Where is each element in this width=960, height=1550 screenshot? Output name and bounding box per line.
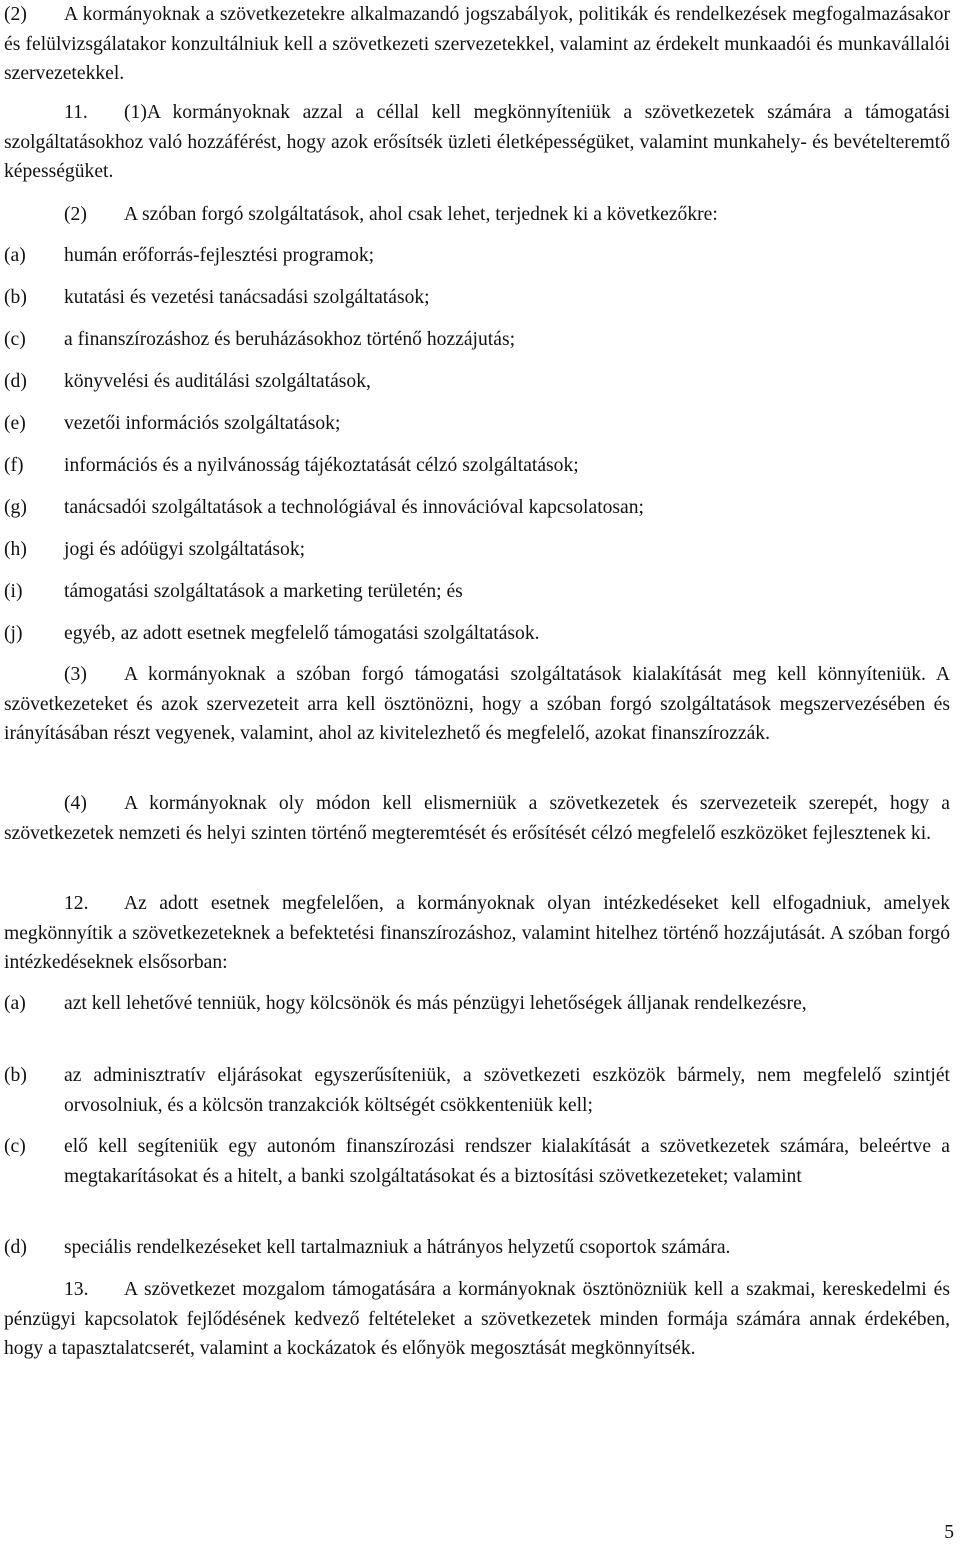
- section-11-paragraph-1: [4, 98, 950, 187]
- list-item: [4, 535, 950, 565]
- paragraph-text: A kormányoknak a szóban forgó támogatási szolgáltatások kialakítását meg kell könnyíteniük. A szövetkezeteket és azok szervezeteit arra kell ösztönözni, hogy a szóban forgó szolgáltatások megszervezésében és irányításában részt vegyenek, valamint, ahol az kivitelezhető és megfelelő, azokat finanszírozzák.: [4, 664, 950, 744]
- paragraph-text: A szövetkezet mozgalom támogatására a kormányoknak ösztönözniük kell a szakmai, kereskedelmi és pénzügyi kapcsolatok fejlődésének kedvező feltételeket a szövetkezetek minden formája számára annak érdekében, hogy a tapasztalatcserét, valamint a kockázatok és előnyök megosztását megkönnyítsék.: [4, 1279, 950, 1359]
- list-item-text: elő kell segíteniük egy autonóm finanszírozási rendszer kialakítását a szövetkezetek számára, beleértve a megtakarításokat és a hitelt, a banki szolgáltatásokat és a biztosítási szövetkezeteket; valamint: [64, 1136, 950, 1187]
- list-item: [4, 409, 950, 439]
- section-number: 12.: [64, 893, 89, 914]
- list-item-text: egyéb, az adott esetnek megfelelő támogatási szolgáltatások.: [64, 623, 540, 644]
- list-item-label: (e): [4, 413, 26, 434]
- section-13-paragraph: [4, 1275, 950, 1364]
- section-11-paragraph-4: [4, 789, 950, 848]
- list-item-label: (a): [4, 245, 26, 266]
- list-item-label: (b): [4, 1065, 27, 1086]
- list-item: [4, 1061, 950, 1120]
- list-item-text: az adminisztratív eljárásokat egyszerűsíteniük, a szövetkezeti eszközök bármely, nem megfelelő szintjét orvosolniuk, és a kölcsön tranzakciók költségét csökkenteniük kell;: [64, 1065, 950, 1116]
- list-item-label: (b): [4, 287, 27, 308]
- paragraph-number: (2): [64, 204, 87, 225]
- list-item-text: azt kell lehetővé tenniük, hogy kölcsönök és más pénzügyi lehetőségek álljanak rendelkezésre,: [64, 993, 807, 1014]
- list-item-label: (j): [4, 623, 23, 644]
- list-item-label: (f): [4, 455, 24, 476]
- list-item: [4, 577, 950, 607]
- paragraph-text: A szóban forgó szolgáltatások, ahol csak lehet, terjednek ki a következőkre:: [124, 204, 718, 225]
- section-number: 11.: [64, 102, 88, 123]
- list-item: [4, 241, 950, 271]
- list-item-text: kutatási és vezetési tanácsadási szolgáltatások;: [64, 287, 430, 308]
- list-item-label: (a): [4, 993, 26, 1014]
- list-item-text: speciális rendelkezéseket kell tartalmazniuk a hátrányos helyzetű csoportok számára.: [64, 1237, 731, 1258]
- list-item-label: (c): [4, 329, 26, 350]
- list-item-text: a finanszírozáshoz és beruházásokhoz történő hozzájutás;: [64, 329, 516, 350]
- list-item-text: támogatási szolgáltatások a marketing területén; és: [64, 581, 463, 602]
- paragraph-text: A kormányoknak a szövetkezetekre alkalmazandó jogszabályok, politikák és rendelkezések megfogalmazásakor és felülvizsgálatakor konzultálniuk kell a szövetkezeti szervezetekkel, valamint az érdekelt munkaadói és munkavállalói szervezetekkel.: [4, 4, 950, 84]
- paragraph-text: (1)A kormányoknak azzal a céllal kell megkönnyíteniük a szövetkezetek számára a támogatási szolgáltatásokhoz való hozzáférést, hogy azok erősítsék üzleti életképességüket, valamint munkahely- és bevételteremtő képességüket.: [4, 102, 950, 182]
- list-item-label: (i): [4, 581, 23, 602]
- page-number: 5: [944, 1522, 954, 1543]
- paragraph-text: A kormányoknak oly módon kell elismerniük a szövetkezetek és szervezeteik szerepét, hogy a szövetkezetek nemzeti és helyi szinten történő megteremtését és erősítését célzó megfelelő eszközöket fejlesztenek ki.: [4, 793, 950, 844]
- list-item-label: (g): [4, 497, 27, 518]
- list-item-text: információs és a nyilvánosság tájékoztatását célzó szolgáltatások;: [64, 455, 579, 476]
- paragraph-number: (3): [64, 664, 87, 685]
- paragraph-text: Az adott esetnek megfelelően, a kormányoknak olyan intézkedéseket kell elfogadniuk, amelyek megkönnyítik a szövetkezeteknek a befektetési finanszírozáshoz, valamint hitelhez történő hozzájutását. A szóban forgó intézkedéseknek elsősorban:: [4, 893, 950, 973]
- list-item-text: tanácsadói szolgáltatások a technológiával és innovációval kapcsolatosan;: [64, 497, 644, 518]
- list-item: [4, 367, 950, 397]
- list-item: [4, 283, 950, 313]
- list-item: [4, 619, 950, 649]
- section-number: 13.: [64, 1279, 89, 1300]
- list-item-text: humán erőforrás-fejlesztési programok;: [64, 245, 375, 266]
- section-11-paragraph-2: [4, 200, 950, 230]
- list-item: [4, 989, 950, 1019]
- paragraph-number: (2): [4, 4, 27, 25]
- section-12-paragraph: [4, 889, 950, 978]
- list-item: [4, 493, 950, 523]
- list-item-label: (c): [4, 1136, 26, 1157]
- list-item: [4, 451, 950, 481]
- list-item: [4, 1132, 950, 1191]
- list-item: [4, 325, 950, 355]
- list-item-label: (h): [4, 539, 27, 560]
- list-item-text: jogi és adóügyi szolgáltatások;: [64, 539, 306, 560]
- list-item: [4, 1233, 950, 1263]
- section-11-paragraph-3: [4, 660, 950, 749]
- list-item-text: könyvelési és auditálási szolgáltatások,: [64, 371, 371, 392]
- list-item-label: (d): [4, 371, 27, 392]
- list-item-label: (d): [4, 1237, 27, 1258]
- list-item-text: vezetői információs szolgáltatások;: [64, 413, 341, 434]
- paragraph-2-consultation: [4, 0, 950, 89]
- paragraph-number: (4): [64, 793, 87, 814]
